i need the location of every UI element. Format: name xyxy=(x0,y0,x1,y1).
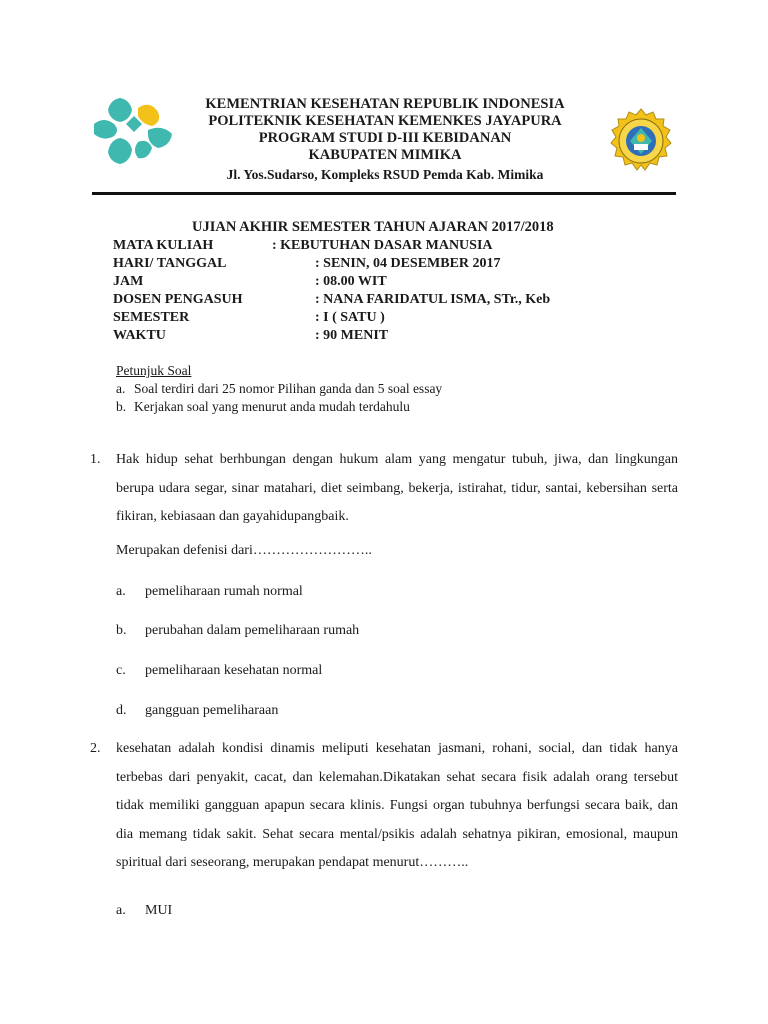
option-text: pemeliharaan rumah normal xyxy=(145,584,303,599)
header-address: Jl. Yos.Sudarso, Kompleks RSUD Pemda Kab. Mimika xyxy=(226,167,544,182)
header-ministry: KEMENTRIAN KESEHATAN REPUBLIK INDONESIA xyxy=(205,96,565,112)
field-value-course: : KEBUTUHAN DASAR MANUSIA xyxy=(272,238,493,253)
instruction-text: Soal terdiri dari 25 nomor Pilihan ganda dan 5 soal essay xyxy=(134,381,443,396)
question-number: 2. xyxy=(90,741,101,756)
field-label-duration: WAKTU xyxy=(113,328,166,343)
option-letter: a. xyxy=(116,903,126,918)
question-text: kesehatan adalah kondisi dinamis meliputi kesehatan jasmani, rohani, social, dan tidak hanya terbebas dari penyakit, cacat, dan kelemahan.Dikatakan sehat secara fisik adalah orang tersebut tidak memiliki gangguan apapun secara klinis. Fungsi organ tubuhnya berfungsi secara baik, dan dia memang tidak sakit. Sehat secara mental/psikis adalah sehatnya pikiran, emosional, maupun spiritual dari seseorang, merupakan pendapat menurut……….. xyxy=(116,741,678,870)
field-value-lecturer: : NANA FARIDATUL ISMA, STr., Keb xyxy=(315,292,551,307)
header-regency: KABUPATEN MIMIKA xyxy=(308,147,462,163)
instruction-letter: b. xyxy=(116,399,127,414)
field-value-duration: : 90 MENIT xyxy=(315,328,389,343)
header-divider xyxy=(92,192,676,195)
field-label-time: JAM xyxy=(113,274,144,289)
field-label-semester: SEMESTER xyxy=(113,310,190,325)
option-text: pemeliharaan kesehatan normal xyxy=(145,663,323,678)
option-letter: a. xyxy=(116,584,126,599)
question-prompt: Merupakan defenisi dari…………………….. xyxy=(116,543,372,558)
option-letter: d. xyxy=(116,703,127,718)
field-label-lecturer: DOSEN PENGASUH xyxy=(113,292,243,307)
question-number: 1. xyxy=(90,452,101,467)
option-letter: c. xyxy=(116,663,126,678)
exam-title: UJIAN AKHIR SEMESTER TAHUN AJARAN 2017/2018 xyxy=(192,219,554,235)
poltekkes-seal xyxy=(608,108,674,174)
field-label-course: MATA KULIAH xyxy=(113,238,214,253)
option-text: MUI xyxy=(145,903,173,918)
header-program: PROGRAM STUDI D-III KEBIDANAN xyxy=(258,130,512,146)
option-text: gangguan pemeliharaan xyxy=(145,703,279,718)
field-value-time: : 08.00 WIT xyxy=(315,274,387,289)
field-value-date: : SENIN, 04 DESEMBER 2017 xyxy=(315,256,501,271)
instruction-text: Kerjakan soal yang menurut anda mudah terdahulu xyxy=(134,399,410,414)
field-label-date: HARI/ TANGGAL xyxy=(113,256,227,271)
option-letter: b. xyxy=(116,623,127,638)
field-value-semester: : I ( SATU ) xyxy=(315,310,385,325)
question-text: Hak hidup sehat berhbungan dengan hukum alam yang mengatur tubuh, jiwa, dan lingkungan berupa udara segar, sinar matahari, diet seimbang, bekerja, istirahat, tidur, santai, kebersihan serta fikiran, kebiasaan dan gayahidupangbaik. xyxy=(116,452,678,524)
instruction-letter: a. xyxy=(116,381,126,396)
instructions-heading: Petunjuk Soal xyxy=(116,363,192,378)
option-text: perubahan dalam pemeliharaan rumah xyxy=(145,623,360,638)
header-polytechnic: POLITEKNIK KESEHATAN KEMENKES JAYAPURA xyxy=(208,113,562,129)
